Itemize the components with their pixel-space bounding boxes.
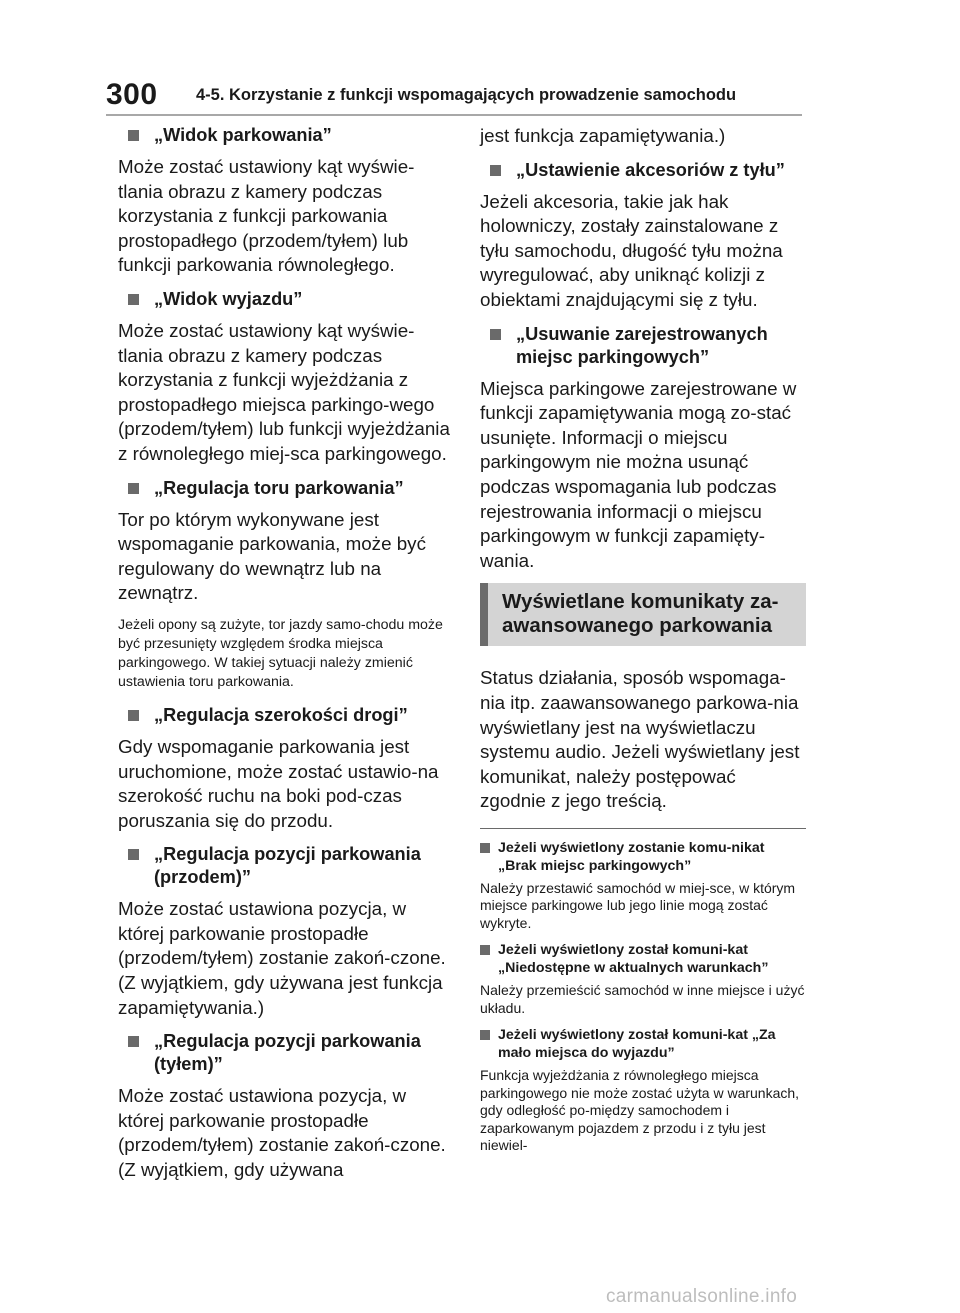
subheading-widok-parkowania: „Widok parkowania”: [118, 124, 454, 147]
square-bullet-icon: [128, 483, 139, 494]
subheading-pozycja-tylem: „Regulacja pozycji parkowania (tyłem)”: [118, 1030, 454, 1076]
note-paragraph: Jeżeli opony są zużyte, tor jazdy samo-chodu może być przesunięty względem środka miejsca parkingowego. W takiej sytuacji należy zmienić ustawienia toru parkowania.: [118, 616, 443, 690]
paragraph: Miejsca parkingowe zarejestrowane w funkcji zapamiętywania mogą zo-stać usunięte. Informacji o miejscu parkingowym nie można usunąć podczas wspomagania lub podczas rejestrowania informacji o miejscu parkingowym w funkcji zapamięty-wania.: [480, 377, 797, 571]
message-text: Należy przemieścić samochód w inne miejsce i użyć układu.: [480, 982, 805, 1016]
message-heading: Jeżeli wyświetlony zostanie komu-nikat „Brak miejsc parkingowych”: [480, 839, 806, 875]
divider: [480, 828, 806, 829]
square-bullet-icon: [128, 294, 139, 305]
subheading-widok-wyjazdu: „Widok wyjazdu”: [118, 288, 454, 311]
right-column: [480, 124, 806, 1164]
square-bullet-icon: [128, 130, 139, 141]
paragraph-continued: jest funkcja zapamiętywania.): [480, 125, 726, 146]
paragraph: Jeżeli akcesoria, takie jak hak holowniczy, zostały zainstalowane z tyłu samochodu, długość tyłu można wyregulować, aby uniknąć kolizji z obiektami znajdującymi się z tyłu.: [480, 190, 783, 310]
paragraph: Może zostać ustawiona pozycja, w której parkowanie prostopadłe (przodem/tyłem) zostanie zakoń-czone. (Z wyjątkiem, gdy używana: [118, 1085, 446, 1181]
left-column: [118, 124, 454, 1193]
section-heading-box: Wyświetlane komunikaty za-awansowanego parkowania: [480, 583, 806, 646]
paragraph: Gdy wspomaganie parkowania jest uruchomione, może zostać ustawio-na szerokość ruchu na boki pod-czas poruszania się do przodu.: [118, 735, 439, 831]
section-title: 4-5. Korzystanie z funkcji wspomagających prowadzenie samochodu: [196, 86, 737, 104]
paragraph: Status działania, sposób wspomaga-nia itp. zaawansowanego parkowa-nia wyświetlany jest na wyświetlaczu systemu audio. Jeżeli wyświetlany jest komunikat, należy postępować zgodnie z jego treścią.: [480, 667, 800, 812]
paragraph: Może zostać ustawiona pozycja, w której parkowanie prostopadłe (przodem/tyłem) zostanie zakoń-czone. (Z wyjątkiem, gdy używana jest funkcja zapamiętywania.): [118, 898, 446, 1018]
square-bullet-icon: [128, 849, 139, 860]
square-bullet-icon: [490, 329, 501, 340]
watermark: carmanualsonline.info: [606, 1286, 798, 1307]
header-divider: [106, 114, 802, 116]
message-heading: Jeżeli wyświetlony został komuni-kat „Za mało miejsca do wyjazdu”: [480, 1026, 806, 1062]
page-number: 300: [106, 78, 158, 111]
subheading-akcesoria: „Ustawienie akcesoriów z tyłu”: [480, 159, 806, 182]
paragraph: Tor po którym wykonywane jest wspomaganie parkowania, może być regulowany do wewnątrz lub na zewnątrz.: [118, 508, 426, 604]
square-bullet-icon: [128, 1036, 139, 1047]
subheading-regulacja-szerokosci: „Regulacja szerokości drogi”: [118, 704, 454, 727]
subheading-pozycja-przodem: „Regulacja pozycji parkowania (przodem)”: [118, 843, 454, 889]
paragraph: Może zostać ustawiony kąt wyświe-tlania obrazu z kamery podczas korzystania z funkcji wyjeżdżania z prostopadłego miejsca parkingo-wego (przodem/tyłem) lub funkcji wyjeżdżania z równoległego miej-sca parkingowego.: [118, 319, 450, 464]
message-heading: Jeżeli wyświetlony został komuni-kat „Niedostępne w aktualnych warunkach”: [480, 941, 806, 977]
square-bullet-icon: [480, 843, 490, 853]
subheading-usuwanie: „Usuwanie zarejestrowanych miejsc parkingowych”: [480, 323, 806, 369]
message-text: Należy przestawić samochód w miej-sce, w którym miejsce parkingowe lub jego linie mogą zostać wykryte.: [480, 879, 796, 931]
square-bullet-icon: [480, 945, 490, 955]
page-header: [0, 0, 960, 120]
paragraph: Może zostać ustawiony kąt wyświe-tlania obrazu z kamery podczas korzystania z funkcji parkowania prostopadłego (przodem/tyłem) lub funkcji parkowania równoległego.: [118, 156, 415, 276]
message-text: Funkcja wyjeżdżania z równoległego miejsca parkingowego nie może zostać użyta w warunkach, gdy odległość po-między samochodem i zaparkowanym pojazdem z przodu i z tyłu jest niewiel-: [480, 1067, 800, 1154]
subheading-regulacja-toru: „Regulacja toru parkowania”: [118, 477, 454, 500]
square-bullet-icon: [490, 165, 501, 176]
square-bullet-icon: [480, 1030, 490, 1040]
square-bullet-icon: [128, 710, 139, 721]
